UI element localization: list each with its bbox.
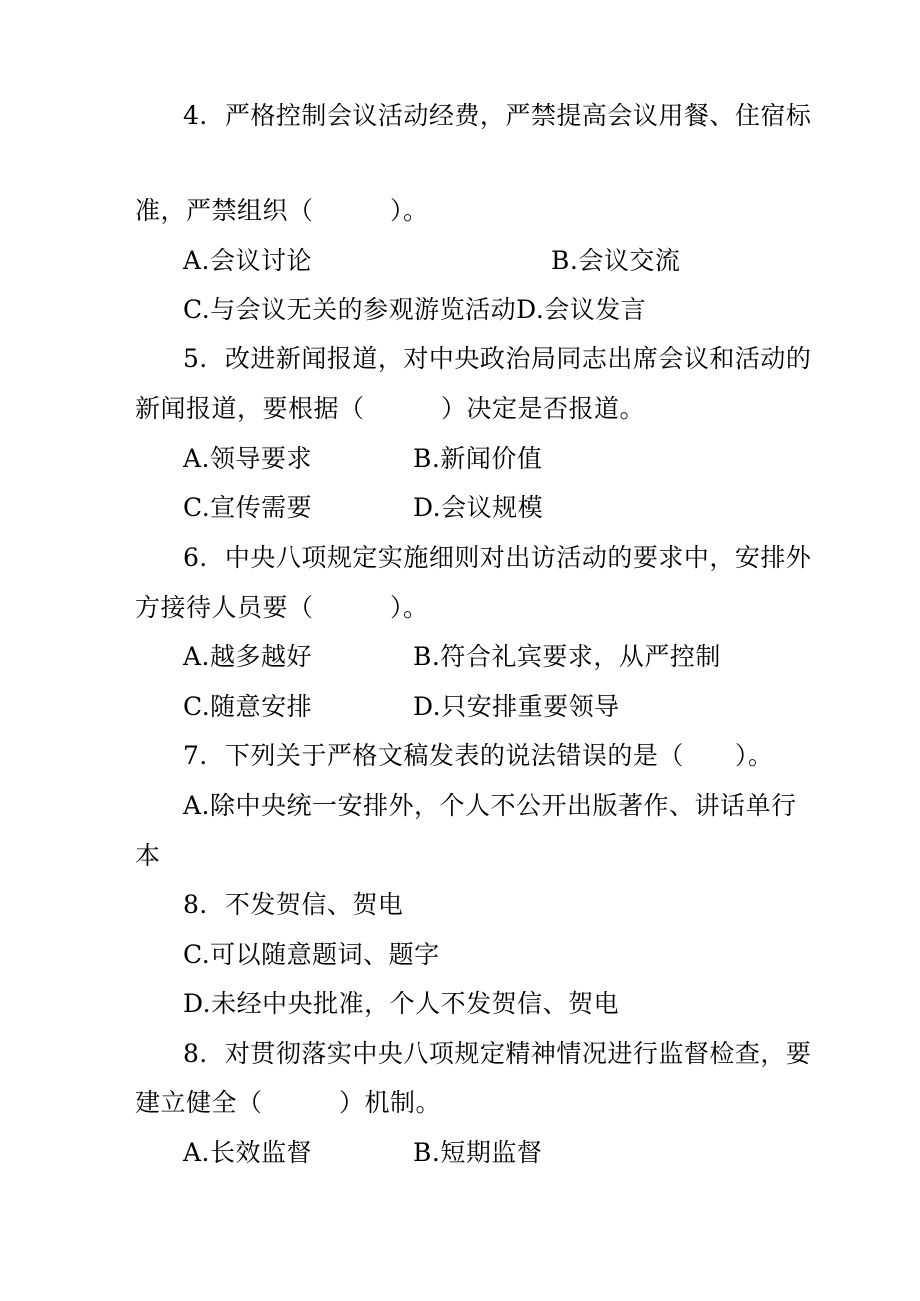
q5-option-c: C.宣传需要: [183, 493, 313, 522]
q8-stem-line1: 8．对贯彻落实中央八项规定精神情况进行监督检查，要: [183, 1039, 812, 1068]
q7-option-b: 8．不发贺信、贺电: [183, 890, 404, 919]
q6-stem-line1: 6．中央八项规定实施细则对出访活动的要求中，安排外: [183, 543, 812, 572]
q7-stem-line1: 7．下列关于严格文稿发表的说法错误的是（ ）。: [183, 741, 774, 770]
q8-stem-line2: 建立健全（ ）机制。: [135, 1088, 442, 1117]
q6-option-c: C.随意安排: [183, 692, 313, 721]
q4-option-cd: C.与会议无关的参观游览活动D.会议发言: [183, 295, 647, 324]
q4-stem-line2: 准，严禁组织（ ）。: [135, 196, 429, 225]
q5-stem-line1: 5．改进新闻报道，对中央政治局同志出席会议和活动的: [183, 344, 812, 373]
q8-option-b: B.短期监督: [413, 1138, 543, 1167]
q5-option-a: A.领导要求: [183, 444, 313, 473]
q5-stem-line2: 新闻报道，要根据（ ）决定是否报道。: [135, 394, 646, 423]
q7-option-a-line2: 本: [135, 841, 161, 870]
q5-option-b: B.新闻价值: [413, 444, 543, 473]
q4-stem-line1: 4．严格控制会议活动经费，严禁提高会议用餐、住宿标: [183, 101, 812, 130]
q6-option-d: D.只安排重要领导: [413, 692, 620, 721]
q5-option-d: D.会议规模: [413, 493, 544, 522]
q4-option-a: A.会议讨论: [183, 246, 313, 275]
q4-option-b: B.会议交流: [551, 246, 681, 275]
q6-option-a: A.越多越好: [183, 642, 313, 671]
q6-stem-line2: 方接待人员要（ ）。: [135, 593, 429, 622]
q8-option-a: A.长效监督: [183, 1138, 313, 1167]
q7-option-a-line1: A.除中央统一安排外，个人不公开出版著作、讲话单行: [183, 791, 797, 820]
q7-option-d: D.未经中央批准，个人不发贺信、贺电: [183, 989, 620, 1018]
q7-option-c: C.可以随意题词、题字: [183, 940, 440, 969]
q6-option-b: B.符合礼宾要求，从严控制: [413, 642, 721, 671]
